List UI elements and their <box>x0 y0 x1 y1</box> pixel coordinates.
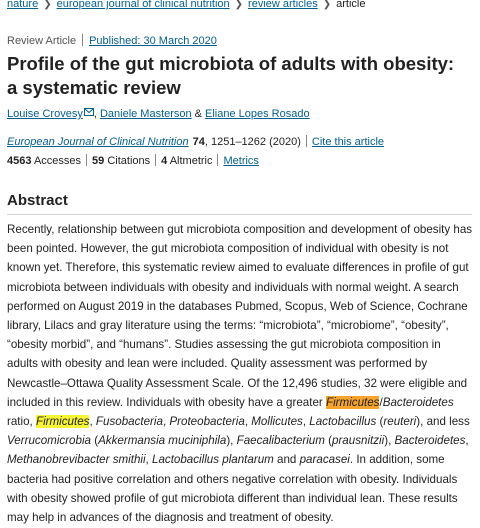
pages-year: , 1251–1262 (2020) <box>204 136 301 148</box>
citations-count: 59 <box>92 155 105 167</box>
breadcrumb-journal[interactable]: european journal of clinical nutrition <box>56 0 230 10</box>
chevron-right-icon: ❯ <box>43 0 52 10</box>
cite-this-article-link[interactable]: Cite this article <box>311 136 385 148</box>
abstract-heading: Abstract <box>7 192 68 209</box>
abstract-divider <box>7 214 472 215</box>
author-ampersand: & <box>194 108 203 120</box>
breadcrumb-nature[interactable]: nature <box>7 0 39 10</box>
article-metrics <box>7 154 259 167</box>
journal-link[interactable]: European Journal of Clinical Nutrition <box>7 136 189 148</box>
author-louise-crovesy[interactable]: Louise Crovesy <box>7 108 83 120</box>
highlight-firmicutes-2: Firmicutes <box>36 415 90 429</box>
breadcrumb <box>7 0 365 10</box>
breadcrumb-current: article <box>336 0 366 10</box>
article-type: Review Article <box>7 35 77 47</box>
chevron-right-icon: ❯ <box>234 0 244 10</box>
author-list: Louise Crovesy , Daniele Masterson & Eliane Lopes Rosado <box>7 108 310 120</box>
citation-line <box>7 135 384 148</box>
volume: 74 <box>192 136 205 148</box>
published-date-link[interactable]: Published: 30 March 2020 <box>89 35 217 47</box>
accesses-count: 4563 <box>7 155 32 167</box>
breadcrumb-review-articles[interactable]: review articles <box>248 0 318 10</box>
altmetric-count: 4 <box>161 155 168 167</box>
citations-label: Citations <box>107 155 151 167</box>
divider <box>217 154 218 166</box>
chevron-right-icon: ❯ <box>322 0 332 10</box>
highlight-firmicutes-1: Firmicutes <box>326 395 380 409</box>
divider <box>86 154 87 166</box>
author-eliane-lopes-rosado[interactable]: Eliane Lopes Rosado <box>205 108 310 120</box>
altmetric-label: Altmetric <box>169 155 213 167</box>
mail-icon[interactable] <box>84 108 94 116</box>
divider <box>155 154 156 166</box>
accesses-label: Accesses <box>33 155 82 167</box>
page-title: Profile of the gut microbiota of adults with obesity: a systematic review <box>7 53 455 98</box>
metrics-link[interactable]: Metrics <box>223 155 259 167</box>
divider <box>82 34 83 46</box>
article-meta <box>7 34 217 47</box>
abstract-text: Recently, relationship between gut microbiota composition and development of obesity has been pointed. However, the gut microbiota composition of individual with obesity is not known yet. Therefore, this systematic review aimed to evaluate differences in profile of gut microbiota between individuals with obesity and individuals with normal weight. A search performed on August 2019 in the databases Pubmed, Scopus, Web of Science, Cochrane library, Lilacs and gray literature using the terms: “microbiota”, “microbiome”, “obesity”, “obesity morbid”, and “humans”. Studies assessing the gut microbiota composition in adults with obesity and lean were included. Quality assessment was performed by Newcastle–Ottawa Quality Assessment Scale. Of the 12,496 studies, 32 were eligible and included in this review. Individuals with obesity have a greater Firmicutes/Bacteroidetes ratio, Firmicutes, Fusobacteria, Proteobacteria, Mollicutes, Lactobacillus (reuteri), and less Verrucomicrobia (Akkermansia muciniphila), Faecalibacterium (prausnitzii), Bacteroidetes, Methanobrevibacter smithii, Lactobacillus plantarum and paracasei. In addition, some bacteria had positive correlation and others negative correlation with obesity. Individuals with obesity showed profile of gut microbiota different than individual lean. These results may help in advances of the diagnosis and treatment of obesity. <box>7 223 473 525</box>
divider <box>306 135 307 147</box>
author-daniele-masterson[interactable]: Daniele Masterson <box>99 108 192 120</box>
